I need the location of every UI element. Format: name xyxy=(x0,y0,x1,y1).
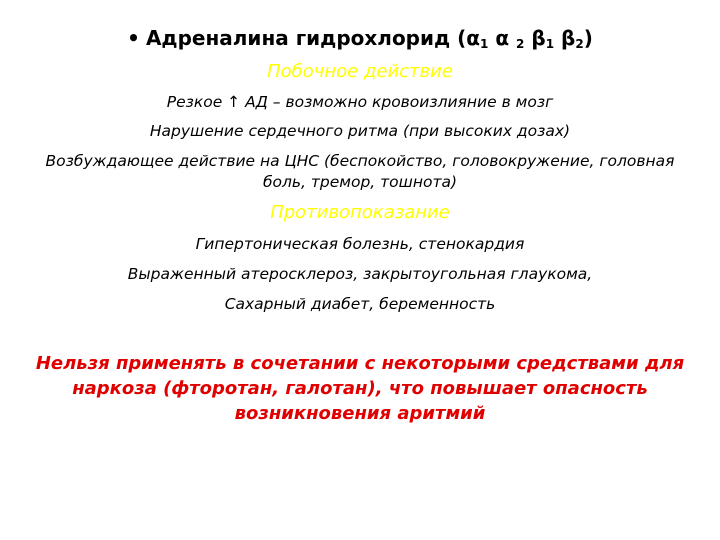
side-effect-line: Возбуждающее действие на ЦНС (беспокойство, головокружение, головная xyxy=(45,152,675,170)
warning-line: Нельзя применять в сочетании с некоторыми средствами для xyxy=(35,353,685,374)
slide-title xyxy=(0,24,720,52)
title-text: β xyxy=(554,26,576,50)
title-text: Адреналина гидрохлорид (α xyxy=(145,26,481,50)
title-text: β xyxy=(524,26,546,50)
contraindications-heading: Противопоказание xyxy=(270,202,450,223)
contraindication-line: Выраженный атеросклероз, закрытоугольная глаукома, xyxy=(127,265,593,283)
title-text: α xyxy=(488,26,517,50)
side-effect-line: Нарушение сердечного ритма (при высоких дозах) xyxy=(149,122,571,140)
subscript: 2 xyxy=(516,37,525,51)
side-effects-heading: Побочное действие xyxy=(267,61,453,82)
subscript: 2 xyxy=(575,37,584,51)
warning-line: возникновения аритмий xyxy=(234,403,486,424)
warning-line: наркоза (фторотан, галотан), что повышает опасность xyxy=(72,378,648,399)
side-effect-line: боль, тремор, тошнота) xyxy=(262,173,458,191)
subscript: 1 xyxy=(480,37,489,51)
contraindication-line: Сахарный диабет, беременность xyxy=(224,295,496,313)
contraindication-line: Гипертоническая болезнь, стенокардия xyxy=(195,235,525,253)
subscript: 1 xyxy=(545,37,555,51)
side-effect-line: Резкое ↑ АД – возможно кровоизлияние в мозг xyxy=(166,93,554,111)
bullet-icon: • xyxy=(127,26,140,50)
title-text: ) xyxy=(583,26,593,50)
